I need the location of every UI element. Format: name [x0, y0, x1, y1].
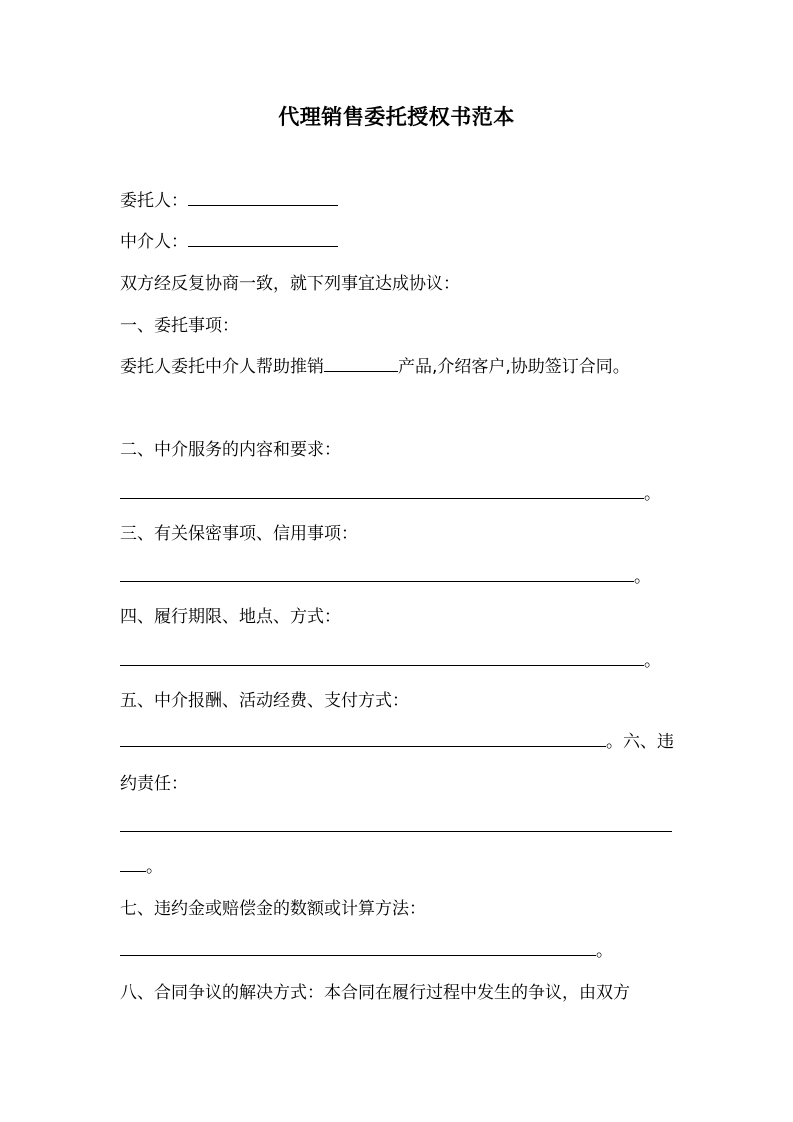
- section-6-blank-field-cont[interactable]: [120, 855, 146, 872]
- section-3-heading: 三、有关保密事项、信用事项：: [120, 524, 358, 544]
- client-line: [120, 189, 338, 213]
- section-8-text: 八、合同争议的解决方式：本合同在履行过程中发生的争议，由双方: [120, 983, 630, 1003]
- intro-text: 双方经反复协商一致，就下列事宜达成协议：: [120, 274, 460, 294]
- section-1-body-end: 产品,介绍客户,协助签订合同。: [398, 357, 630, 377]
- section-7-blank-field[interactable]: [120, 939, 596, 956]
- section-1-body: [120, 355, 630, 379]
- section-3-line: [120, 565, 651, 589]
- section-2-line: [120, 482, 661, 506]
- period: 。: [644, 484, 661, 504]
- period: 。: [146, 857, 163, 877]
- section-6-line-cont: [120, 855, 163, 879]
- section-6-line: [120, 815, 672, 839]
- document-title: 代理销售委托授权书范本: [278, 105, 515, 129]
- section-6-heading-end: 约责任：: [120, 774, 188, 794]
- section-7-line: [120, 939, 613, 963]
- period: 。: [644, 651, 661, 671]
- period: 。: [596, 941, 613, 961]
- section-5-line: [120, 730, 674, 754]
- client-label: 委托人：: [120, 191, 188, 211]
- section-4-blank-field[interactable]: [120, 649, 644, 666]
- section-4-line: [120, 649, 661, 673]
- agent-blank-field[interactable]: [188, 230, 338, 247]
- section-1-body-start: 委托人委托中介人帮助推销: [120, 357, 324, 377]
- section-3-blank-field[interactable]: [120, 565, 634, 582]
- client-blank-field[interactable]: [188, 189, 338, 206]
- section-2-heading: 二、中介服务的内容和要求：: [120, 440, 341, 460]
- section-5-blank-field[interactable]: [120, 730, 606, 747]
- section-7-heading: 七、违约金或赔偿金的数额或计算方法：: [120, 899, 426, 919]
- agent-line: [120, 230, 338, 254]
- agent-label: 中介人：: [120, 232, 188, 252]
- section-6-blank-field[interactable]: [120, 815, 672, 832]
- section-1-heading: 一、委托事项：: [120, 316, 239, 336]
- period: 。: [634, 567, 651, 587]
- section-2-blank-field[interactable]: [120, 482, 644, 499]
- section-4-heading: 四、履行期限、地点、方式：: [120, 607, 341, 627]
- section-5-heading: 五、中介报酬、活动经费、支付方式：: [120, 691, 409, 711]
- section-6-heading-start: 。六、违: [606, 732, 674, 752]
- product-blank-field[interactable]: [324, 355, 398, 372]
